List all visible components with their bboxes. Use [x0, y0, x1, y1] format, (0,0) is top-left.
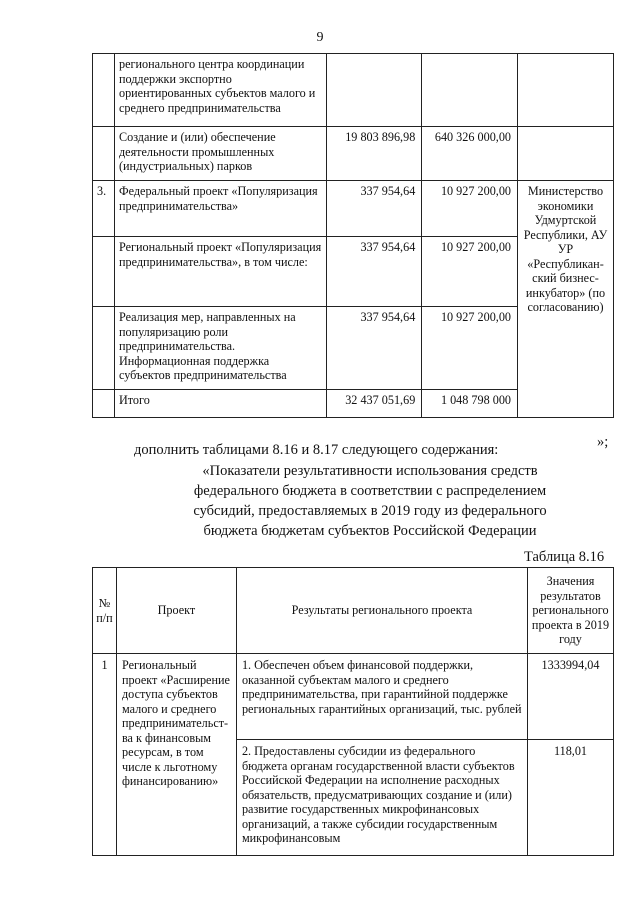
closing-quote: »; [597, 434, 609, 450]
row-number [93, 390, 115, 418]
header-results: Результаты регионального проекта [236, 568, 527, 654]
header-row [93, 568, 614, 654]
row-value-2: 640 326 000,00 [422, 127, 518, 181]
row-name: Федеральный проект «Популяризация предпринимательства» [114, 181, 326, 237]
row-name: регионального центра координации поддержки экспортно ориентированных субъектов малого и среднего предпринимательства [114, 54, 326, 127]
responsible-cell: Министерство экономики Удмуртской Республики, АУ УР «Республикан-ский бизнес-инкубатор» (по согласованию) [518, 181, 614, 418]
row-name: Создание и (или) обеспечение деятельности промышленных (индустриальных) парков [114, 127, 326, 181]
row-value-2: 1 048 798 000 [422, 390, 518, 418]
title-line: бюджета бюджетам субъектов Российской Федерации [203, 523, 537, 539]
amendment-sentence: дополнить таблицами 8.16 и 8.17 следующего содержания: [134, 442, 499, 458]
row-number [93, 307, 115, 390]
row-value-1: 337 954,64 [326, 181, 422, 237]
table-row [93, 127, 614, 181]
funding-table [92, 53, 614, 418]
row-name: Реализация мер, направленных на популяризацию роли предпринимательства. Информационная поддержка субъектов предпринимательства [114, 307, 326, 390]
row-value-1: 19 803 896,98 [326, 127, 422, 181]
row-value-2: 10 927 200,00 [422, 237, 518, 307]
project-name: Региональный проект «Расширение доступа субъектов малого и среднего предпринимательст-ва к финансовым ресурсам, в том числе к льготному финансированию» [116, 654, 236, 856]
header-project: Проект [116, 568, 236, 654]
empty-cell [518, 127, 614, 181]
row-number: 3. [93, 181, 115, 237]
title-line: субсидий, предоставляемых в 2019 году из федерального [193, 503, 547, 519]
table-row [93, 181, 614, 237]
row-number [93, 127, 115, 181]
result-value: 118,01 [528, 740, 614, 856]
row-value-1: 32 437 051,69 [326, 390, 422, 418]
page-number: 9 [316, 30, 324, 45]
table-title [150, 461, 590, 541]
row-number [93, 237, 115, 307]
row-value-1 [326, 54, 422, 127]
empty-cell [518, 54, 614, 127]
title-line: «Показатели результативности использования средств [202, 463, 538, 479]
row-value-2: 10 927 200,00 [422, 307, 518, 390]
header-values: Значения результатов регионального проекта в 2019 году [528, 568, 614, 654]
row-value-2: 10 927 200,00 [422, 181, 518, 237]
title-line: федерального бюджета в соответствии с распределением [193, 483, 547, 499]
table-row [93, 54, 614, 127]
table-row [93, 654, 614, 740]
result-text: 2. Предоставлены субсидии из федерального бюджета органам государственной власти субъектов Российской Федерации на исполнение расходных обязательств, предусматривающих создание и (или) развитие государственных микрофинансовых организаций, а также субсидии государственным микрофинансовым [236, 740, 527, 856]
row-name: Региональный проект «Популяризация предпринимательства», в том числе: [114, 237, 326, 307]
row-number [93, 54, 115, 127]
table-label: Таблица 8.16 [524, 549, 605, 565]
results-table [92, 567, 614, 856]
row-value-1: 337 954,64 [326, 307, 422, 390]
header-number: № п/п [93, 568, 117, 654]
row-number: 1 [93, 654, 117, 856]
row-name: Итого [114, 390, 326, 418]
row-value-2 [422, 54, 518, 127]
result-value: 1333994,04 [528, 654, 614, 740]
result-text: 1. Обеспечен объем финансовой поддержки, оказанной субъектам малого и среднего предпринимательства, при гарантийной поддержке региональных гарантийных организаций, тыс. рублей [236, 654, 527, 740]
row-value-1: 337 954,64 [326, 237, 422, 307]
